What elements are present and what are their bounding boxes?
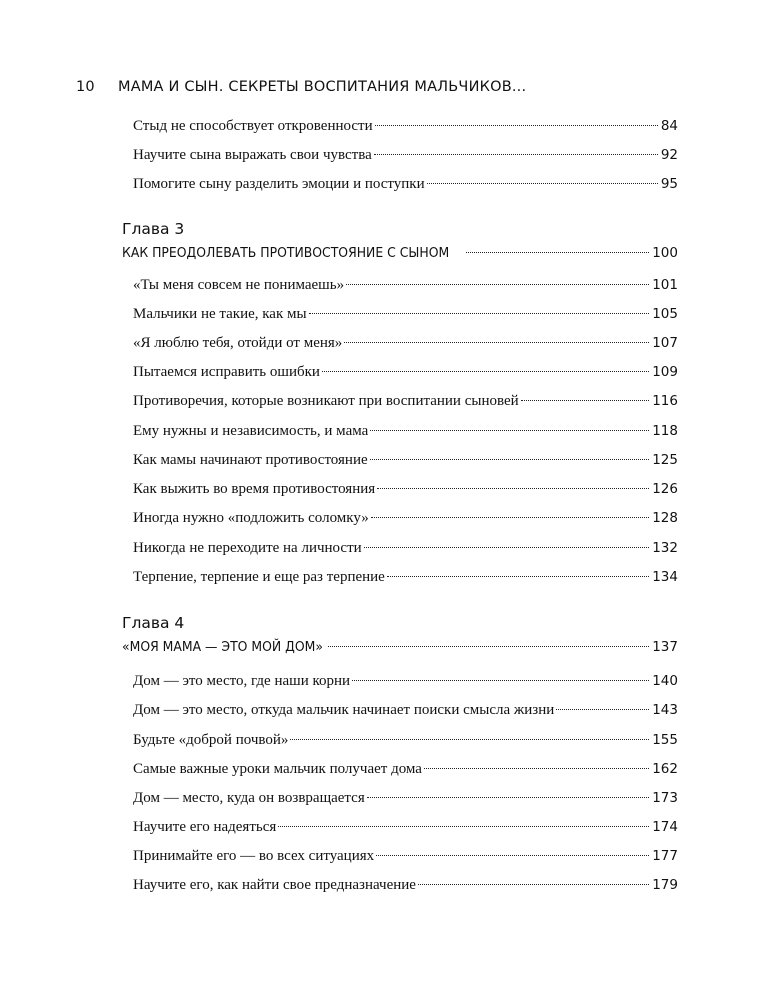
dot-leader xyxy=(375,125,658,126)
dot-leader xyxy=(367,797,649,798)
toc-entry[interactable] xyxy=(133,361,678,383)
chapter-3-title-entry[interactable] xyxy=(122,242,678,264)
toc-entry-title: Помогите сыну разделить эмоции и поступки xyxy=(133,176,425,192)
dot-leader xyxy=(278,826,649,827)
dot-leader xyxy=(344,342,649,343)
toc-entry-page: 174 xyxy=(652,819,678,835)
toc-entry[interactable] xyxy=(133,787,678,809)
toc-entry-page: 105 xyxy=(652,306,678,322)
toc-entry-page: 162 xyxy=(652,761,678,777)
toc-entry-page: 134 xyxy=(652,569,678,585)
toc-entry[interactable] xyxy=(133,332,678,354)
dot-leader xyxy=(424,768,649,769)
dot-leader xyxy=(521,400,650,401)
toc-entry-title: Мальчики не такие, как мы xyxy=(133,306,307,322)
chapter-3-page: 100 xyxy=(652,245,678,261)
toc-entry-page: 126 xyxy=(652,481,678,497)
chapter-4-title-entry[interactable] xyxy=(122,636,678,658)
toc-entry-page: 101 xyxy=(652,277,678,293)
toc-entry-page: 84 xyxy=(660,118,678,134)
toc-entry[interactable] xyxy=(133,670,678,692)
toc-entry-title: Научите его, как найти свое предназначение xyxy=(133,877,416,893)
toc-entry-page: 132 xyxy=(652,540,678,556)
toc-entry-page: 140 xyxy=(652,673,678,689)
toc-entry-page: 173 xyxy=(652,790,678,806)
toc-entry[interactable] xyxy=(133,729,678,751)
dot-leader xyxy=(309,313,650,314)
page-number: 10 xyxy=(76,79,95,95)
toc-entry-title: Дом — место, куда он возвращается xyxy=(133,790,365,806)
toc-entry-title: Самые важные уроки мальчик получает дома xyxy=(133,761,422,777)
toc-entry[interactable] xyxy=(133,303,678,325)
toc-entry[interactable] xyxy=(133,507,678,529)
toc-entry-page: 95 xyxy=(660,176,678,192)
toc-entry-title: Научите его надеяться xyxy=(133,819,277,835)
dot-leader xyxy=(370,459,650,460)
toc-entry-title: Как мамы начинают противостояние xyxy=(133,452,368,468)
dot-leader xyxy=(387,576,649,577)
toc-entry-page: 128 xyxy=(652,510,678,526)
toc-entry-title: «Я люблю тебя, отойди от меня» xyxy=(133,335,343,351)
toc-entry[interactable] xyxy=(133,449,678,471)
chapter-3-title: КАК ПРЕОДОЛЕВАТЬ ПРОТИВОСТОЯНИЕ С СЫНОМ xyxy=(122,245,450,261)
dot-leader xyxy=(427,183,658,184)
toc-entry[interactable] xyxy=(133,390,678,412)
toc-entry-page: 143 xyxy=(652,702,678,718)
dot-leader xyxy=(352,680,649,681)
dot-leader xyxy=(370,430,649,431)
toc-entry-title: Ему нужны и независимость, и мама xyxy=(133,423,369,439)
dot-leader xyxy=(556,709,649,710)
toc-entry[interactable] xyxy=(133,274,678,296)
toc-entry-title: Дом — это место, где наши корни xyxy=(133,673,351,689)
toc-entry[interactable] xyxy=(133,144,678,166)
toc-entry-page: 155 xyxy=(652,732,678,748)
toc-entry-title: Научите сына выражать свои чувства xyxy=(133,147,372,163)
chapter-3-label: Глава 3 xyxy=(122,220,185,238)
chapter-4-page: 137 xyxy=(652,639,678,655)
dot-leader xyxy=(377,488,649,489)
toc-entry-title: Как выжить во время противостояния xyxy=(133,481,376,497)
page-header xyxy=(76,76,719,98)
toc-entry-title: Стыд не способствует откровенности xyxy=(133,118,373,134)
toc-entry-title: Будьте «доброй почвой» xyxy=(133,732,289,748)
toc-entry-title: Дом — это место, откуда мальчик начинает поиски смысла жизни xyxy=(133,702,555,718)
dot-leader xyxy=(328,646,649,647)
toc-entry[interactable] xyxy=(133,845,678,867)
dot-leader xyxy=(346,284,649,285)
toc-entry[interactable] xyxy=(133,173,678,195)
toc-entry[interactable] xyxy=(133,758,678,780)
toc-entry[interactable] xyxy=(133,699,678,721)
toc-entry-page: 118 xyxy=(652,423,678,439)
dot-leader xyxy=(364,547,650,548)
toc-entry-page: 125 xyxy=(652,452,678,468)
toc-entry-title: «Ты меня совсем не понимаешь» xyxy=(133,277,345,293)
chapter-4-title: «МОЯ МАМА — ЭТО МОЙ ДОМ» xyxy=(122,639,323,655)
toc-entry-title: Принимайте его — во всех ситуациях xyxy=(133,848,375,864)
dot-leader xyxy=(466,252,650,253)
toc-entry-page: 177 xyxy=(652,848,678,864)
toc-entry[interactable] xyxy=(133,420,678,442)
toc-entry-title: Противоречия, которые возникают при воспитании сыновей xyxy=(133,393,519,409)
dot-leader xyxy=(376,855,649,856)
chapter-4-label: Глава 4 xyxy=(122,614,185,632)
toc-entry-page: 92 xyxy=(660,147,678,163)
toc-entry[interactable] xyxy=(133,566,678,588)
dot-leader xyxy=(418,884,649,885)
toc-entry[interactable] xyxy=(133,874,678,896)
dot-leader xyxy=(322,371,649,372)
toc-entry-page: 179 xyxy=(652,877,678,893)
dot-leader xyxy=(290,739,649,740)
toc-entry[interactable] xyxy=(133,115,678,137)
toc-entry[interactable] xyxy=(133,478,678,500)
toc-entry-page: 116 xyxy=(652,393,678,409)
toc-entry[interactable] xyxy=(133,537,678,559)
dot-leader xyxy=(374,154,658,155)
toc-entry-title: Никогда не переходите на личности xyxy=(133,540,362,556)
toc-entry-title: Терпение, терпение и еще раз терпение xyxy=(133,569,385,585)
toc-entry-title: Пытаемся исправить ошибки xyxy=(133,364,320,380)
toc-entry-page: 107 xyxy=(652,335,678,351)
toc-entry[interactable] xyxy=(133,816,678,838)
running-title: МАМА И СЫН. СЕКРЕТЫ ВОСПИТАНИЯ МАЛЬЧИКОВ... xyxy=(118,79,527,95)
toc-entry-title: Иногда нужно «подложить соломку» xyxy=(133,510,369,526)
dot-leader xyxy=(371,517,649,518)
toc-entry-page: 109 xyxy=(652,364,678,380)
